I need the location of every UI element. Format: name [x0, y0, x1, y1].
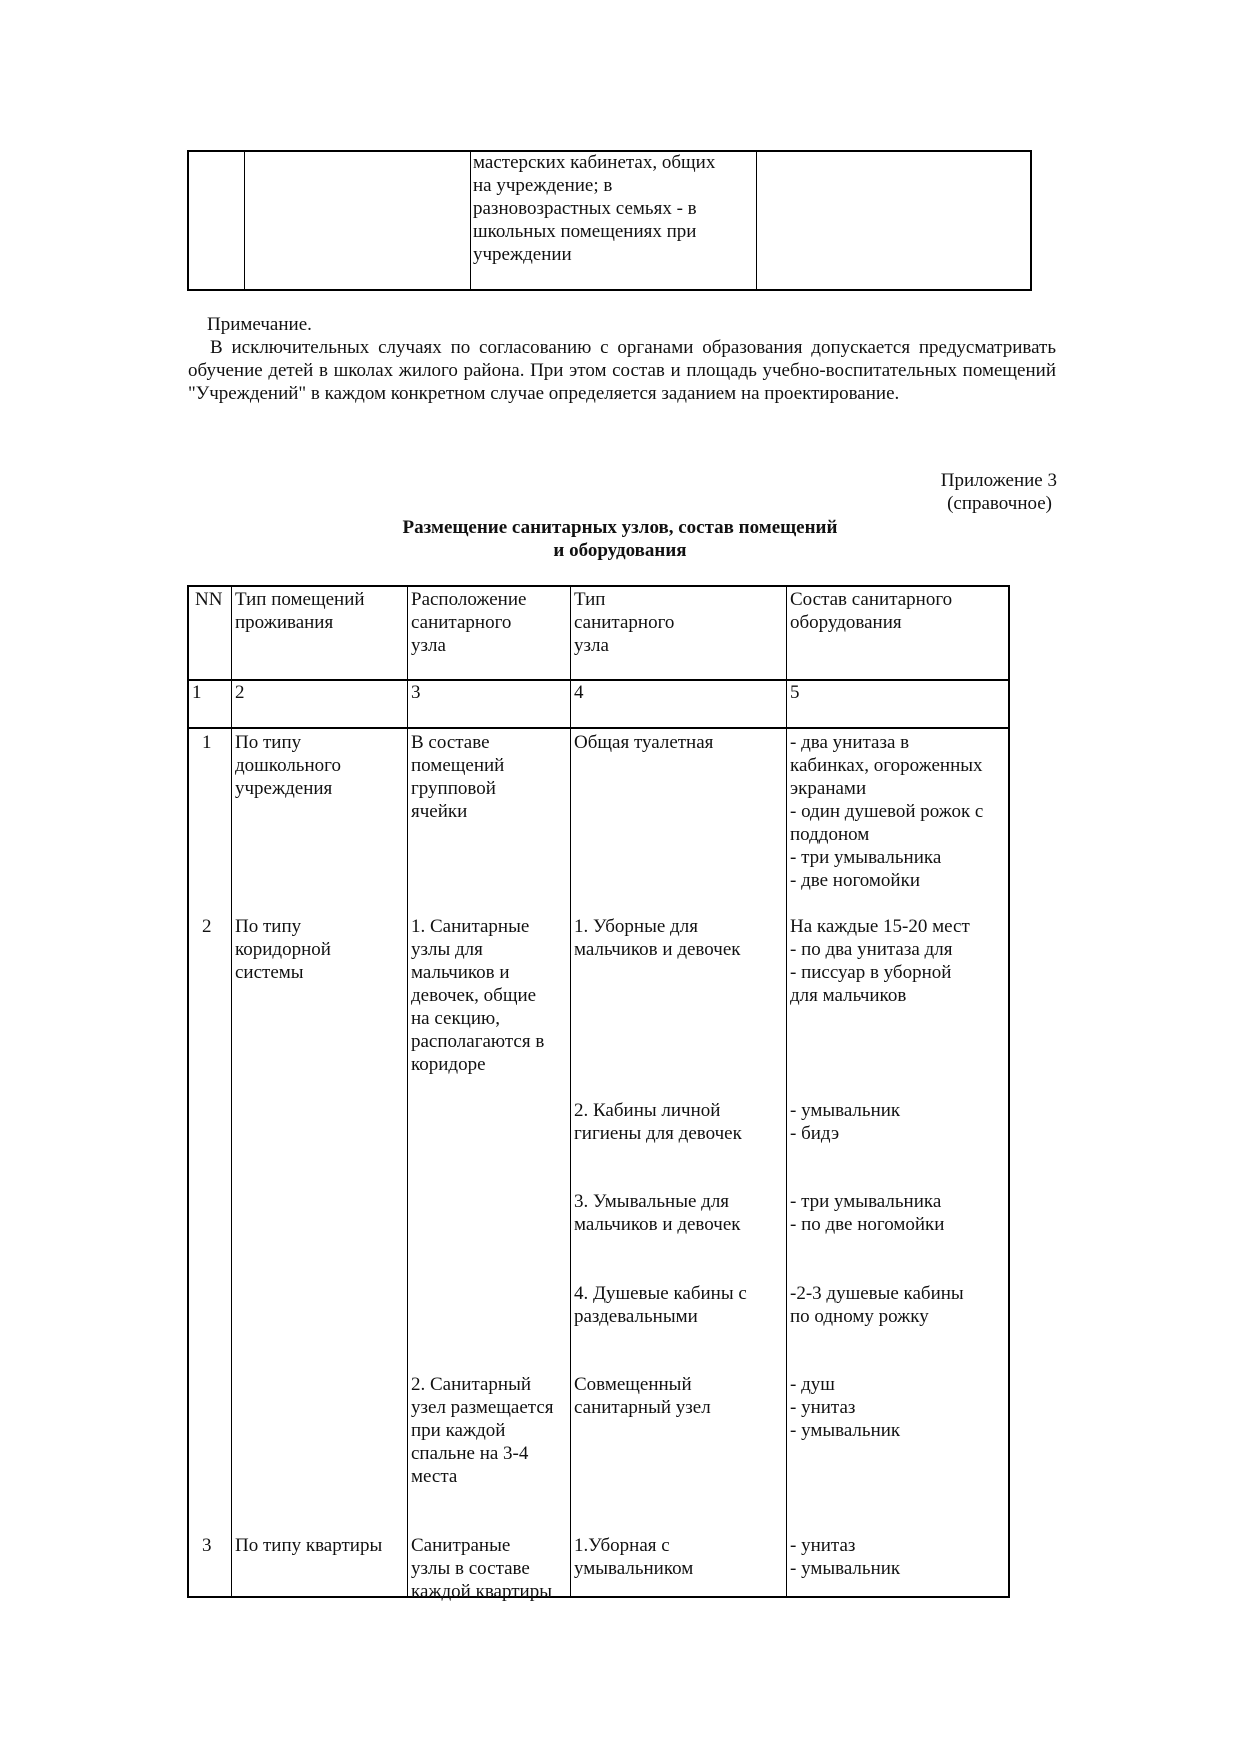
- top-table-border-left: [187, 150, 189, 291]
- header-unit-type: Тип санитарного узла: [574, 589, 675, 656]
- row1-location: В составе помещений групповой ячейки: [411, 732, 505, 822]
- table-border-top: [187, 585, 1010, 587]
- header-type: Тип помещений проживания: [235, 589, 365, 633]
- row1-unit: Общая туалетная: [574, 732, 714, 753]
- row3-equipment: - унитаз - умывальник: [790, 1535, 901, 1579]
- col-number-1: 1: [192, 682, 202, 703]
- row2-unit-c: 3. Умывальные для мальчиков и девочек: [574, 1191, 741, 1235]
- row2-location-a: 1. Санитарные узлы для мальчиков и девочек, общие на секцию, располагаются в коридоре: [411, 916, 545, 1075]
- appendix-title-line2: и оборудования: [553, 540, 687, 561]
- row2-unit-a: 1. Уборные для мальчиков и девочек: [574, 916, 741, 960]
- col-number-5: 5: [790, 682, 800, 703]
- col-number-2: 2: [235, 682, 245, 703]
- row1-type: По типу дошкольного учреждения: [235, 732, 341, 799]
- row2-nn: 2: [202, 916, 212, 937]
- row2-equipment-b: - умывальник - бидэ: [790, 1100, 901, 1144]
- row1-equipment: - два унитаза в кабинках, огороженных экранами - один душевой рожок с поддоном - три умывальника - две ногомойки: [790, 732, 984, 891]
- row2-location-b: 2. Санитарный узел размещается при каждой спальне на 3-4 места: [411, 1374, 554, 1487]
- row3-location: Санитраные узлы в составе каждой квартиры: [411, 1535, 552, 1602]
- row2-equipment-a: На каждые 15-20 мест - по два унитаза для - писсуар в уборной для мальчиков: [790, 916, 970, 1006]
- table-divider-col-4: [786, 585, 787, 1598]
- header-equipment: Состав санитарного оборудования: [790, 589, 953, 633]
- row2-equipment-e: - душ - унитаз - умывальник: [790, 1374, 901, 1441]
- appendix-label: Приложение 3: [940, 470, 1057, 491]
- row2-equipment-d: -2-3 душевые кабины по одному рожку: [790, 1283, 964, 1327]
- table-divider-col-2: [407, 585, 408, 1598]
- row2-unit-b: 2. Кабины личной гигиены для девочек: [574, 1100, 742, 1144]
- header-location: Расположение санитарного узла: [411, 589, 527, 656]
- row3-nn: 3: [202, 1535, 212, 1556]
- table-divider-col-1: [231, 585, 232, 1598]
- table-header-separator: [187, 679, 1010, 681]
- row3-unit: 1.Уборная с умывальником: [574, 1535, 694, 1579]
- table-divider-col-3: [570, 585, 571, 1598]
- table-border-left: [187, 585, 189, 1598]
- top-table-divider-1: [244, 150, 245, 291]
- row2-type: По типу коридорной системы: [235, 916, 331, 983]
- appendix-kind: (справочное): [947, 493, 1052, 514]
- table-border-bottom: [187, 1596, 1010, 1598]
- note-text: В исключительных случаях по согласованию с органами образования допускается предусматривать обучение детей в школах жилого района. При этом состав и площадь учебно-воспитательных помещений "Учреждений" в каждом конкретном случае определяется заданием на проектирование.: [188, 337, 1056, 404]
- table-number-row-separator: [187, 727, 1010, 729]
- table-border-right: [1008, 585, 1010, 1598]
- header-nn: NN: [195, 589, 223, 610]
- top-table-divider-3: [756, 150, 757, 291]
- row1-nn: 1: [202, 732, 212, 753]
- row2-unit-e: Совмещенный санитарный узел: [574, 1374, 711, 1418]
- top-table-border-bottom: [187, 289, 1032, 291]
- col-number-4: 4: [574, 682, 584, 703]
- top-table-cell-text: мастерских кабинетах, общих на учреждение; в разновозрастных семьях - в школьных помещениях при учреждении: [473, 152, 716, 265]
- note-heading: Примечание.: [207, 314, 312, 335]
- top-table-border-right: [1030, 150, 1032, 291]
- row2-equipment-c: - три умывальника - по две ногомойки: [790, 1191, 945, 1235]
- col-number-3: 3: [411, 682, 421, 703]
- row2-unit-d: 4. Душевые кабины с раздевальными: [574, 1283, 747, 1327]
- appendix-title-line1: Размещение санитарных узлов, состав помещений: [402, 517, 838, 538]
- row3-type: По типу квартиры: [235, 1535, 383, 1556]
- top-table-divider-2: [470, 150, 471, 291]
